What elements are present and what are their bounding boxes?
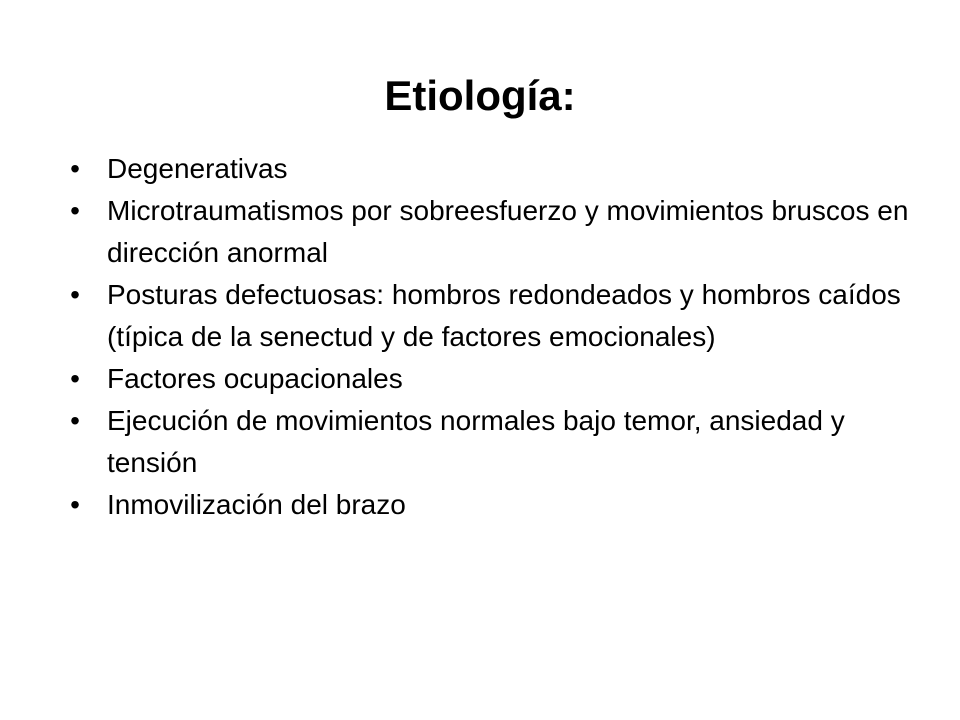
- bullet-icon: •: [70, 405, 80, 436]
- list-item: [60, 190, 920, 274]
- slide-title: Etiología:: [384, 72, 576, 119]
- bullet-list: [60, 148, 920, 526]
- list-item-text: Factores ocupacionales: [107, 363, 403, 394]
- list-item-text: Microtraumatismos por sobreesfuerzo y movimientos bruscos en dirección anormal: [107, 195, 909, 268]
- list-item: [60, 148, 920, 190]
- list-item-text: Ejecución de movimientos normales bajo temor, ansiedad y tensión: [107, 405, 845, 478]
- list-item: [60, 358, 920, 400]
- bullet-icon: •: [70, 153, 80, 184]
- bullet-icon: •: [70, 489, 80, 520]
- list-item-text: Degenerativas: [107, 153, 288, 184]
- list-item: [60, 274, 920, 358]
- list-item-text: Inmovilización del brazo: [107, 489, 406, 520]
- list-item: [60, 400, 920, 484]
- list-item-text: Posturas defectuosas: hombros redondeados y hombros caídos (típica de la senectud y de factores emocionales): [107, 279, 901, 352]
- bullet-icon: •: [70, 279, 80, 310]
- list-item: [60, 484, 920, 526]
- bullet-icon: •: [70, 195, 80, 226]
- bullet-icon: •: [70, 363, 80, 394]
